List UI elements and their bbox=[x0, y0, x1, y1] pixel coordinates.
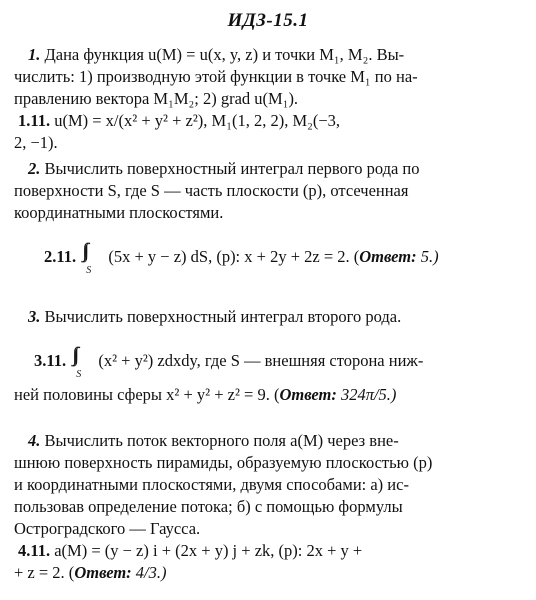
task-4-number: 4. bbox=[28, 431, 41, 450]
task-1-text-line-1: Дана функция u(M) = u(x, y, z) и точки M₁, M₂. Вы- bbox=[44, 45, 405, 64]
task-1 bbox=[14, 44, 524, 154]
task-4 bbox=[14, 430, 524, 540]
task-4-text-line-1: Вычислить поток векторного поля a(M) через вне- bbox=[44, 431, 399, 450]
task-4-text-line-2: шнюю поверхность пирамиды, образуемую плоскостью (p) bbox=[14, 453, 433, 472]
variant-3-11-number: 3.11. bbox=[34, 351, 67, 370]
task-1-text-line-2: числить: 1) производную этой функции в точке M₁ по на- bbox=[14, 67, 418, 86]
page-title: ИДЗ-15.1 bbox=[227, 10, 309, 31]
answer-label: Ответ: bbox=[74, 563, 132, 582]
variant-3-11 bbox=[14, 344, 524, 406]
variant-4-11-number: 4.11. bbox=[18, 541, 51, 560]
task-2-text-line-1: Вычислить поверхностный интеграл первого рода по bbox=[44, 159, 420, 178]
variant-2-11-formula: (5x + y − z) dS, (p): x + 2y + 2z = 2. ( bbox=[108, 247, 360, 266]
task-1-text-line-3: правлению вектора M₁M₂; 2) grad u(M₁). bbox=[14, 89, 299, 108]
answer-label: Ответ: bbox=[279, 385, 337, 404]
task-2-text-line-2: поверхности S, где S — часть плоскости (p), отсеченная bbox=[14, 181, 409, 200]
variant-2-11-number: 2.11. bbox=[44, 247, 77, 266]
task-1-number: 1. bbox=[28, 45, 41, 64]
integral-subscript: S bbox=[76, 369, 82, 380]
task-4-text-line-5: Остроградского — Гаусса. bbox=[14, 519, 201, 538]
variant-1-11-formula: u(M) = x/(x² + y² + z²), M₁(1, 2, 2), M₂(−3, bbox=[54, 111, 341, 130]
answer-value: 4/3.) bbox=[131, 563, 167, 582]
task-2 bbox=[14, 158, 524, 224]
variant-3-11-formula: (x² + y²) zdxdy, где S — внешняя сторона ниж- bbox=[98, 351, 424, 370]
double-integral-symbol: ∫∫ S bbox=[80, 244, 104, 268]
answer-value: 5.) bbox=[416, 247, 439, 266]
task-2-text-line-3: координатными плоскостями. bbox=[14, 203, 224, 222]
variant-1-11-number: 1.11. bbox=[18, 111, 51, 130]
variant-2-11 bbox=[14, 240, 536, 276]
variant-4-11-formula: a(M) = (y − z) i + (2x + y) j + zk, (p): 2x + y + bbox=[54, 541, 363, 560]
double-integral-symbol: ∫∫ S bbox=[70, 348, 94, 372]
task-2-number: 2. bbox=[28, 159, 41, 178]
task-3-number: 3. bbox=[28, 307, 41, 326]
integral-subscript: S bbox=[86, 265, 92, 276]
task-4-text-line-4: пользовав определение потока; б) с помощью формулы bbox=[14, 497, 403, 516]
task-3-text: Вычислить поверхностный интеграл второго рода. bbox=[44, 307, 402, 326]
task-4-text-line-3: и координатными плоскостями, двумя способами: а) ис- bbox=[14, 475, 409, 494]
variant-4-11-formula-cont: + z = 2. ( bbox=[14, 563, 75, 582]
answer-value: 324π/5.) bbox=[336, 385, 397, 404]
task-3 bbox=[14, 306, 524, 328]
variant-3-11-formula-cont: ней половины сферы x² + y² + z² = 9. ( bbox=[14, 385, 280, 404]
variant-4-11 bbox=[14, 540, 524, 584]
answer-label: Ответ: bbox=[359, 247, 417, 266]
variant-1-11-formula-cont: 2, −1). bbox=[14, 133, 58, 152]
